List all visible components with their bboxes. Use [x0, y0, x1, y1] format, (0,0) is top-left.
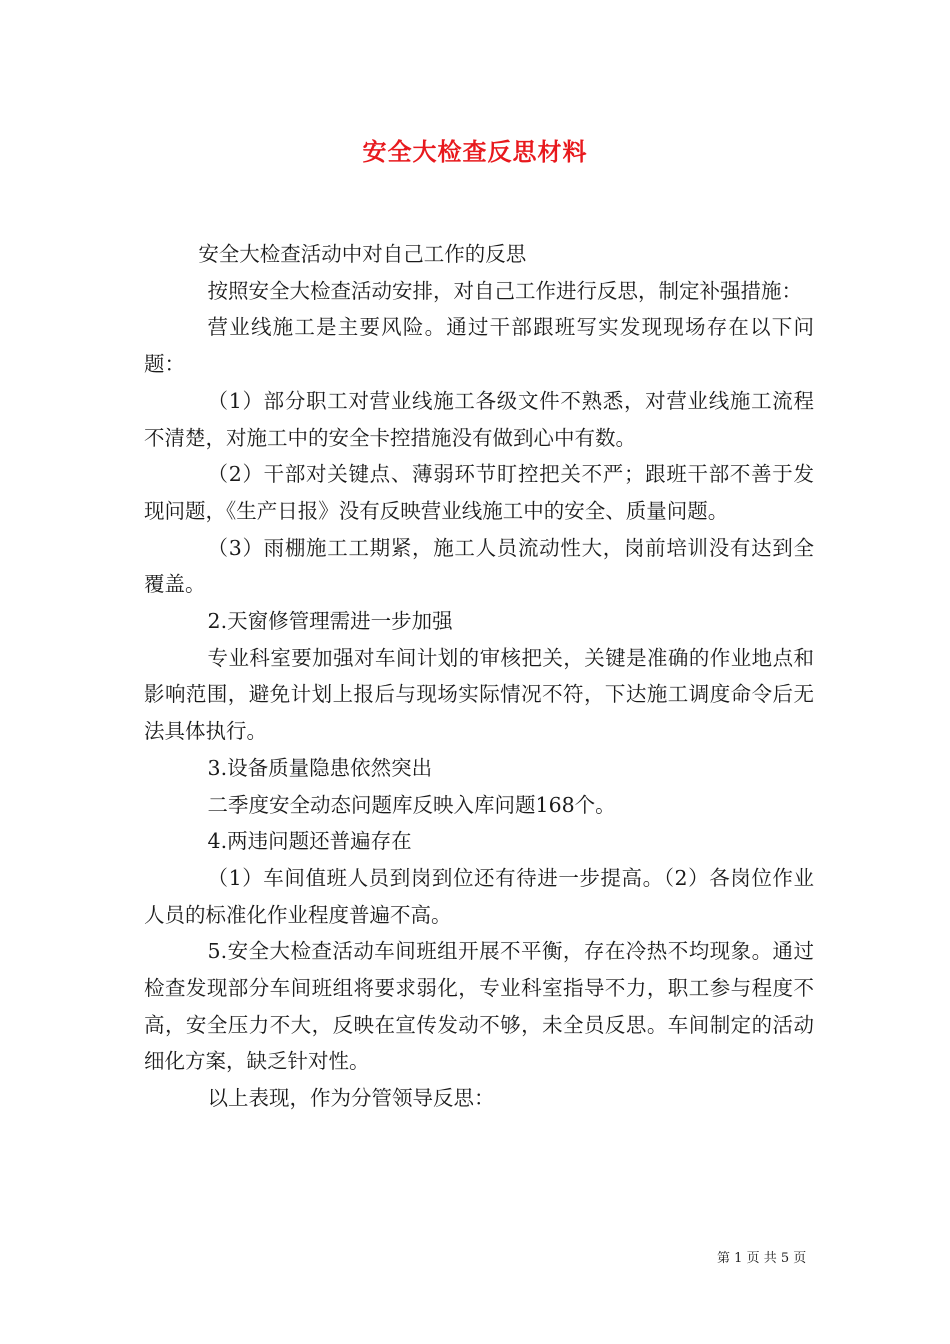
paragraph-item-3-detail: 二季度安全动态问题库反映入库问题168个。 — [207, 792, 616, 817]
footer-prefix: 第 — [717, 1251, 731, 1266]
paragraph-intro: 按照安全大检查活动安排，对自己工作进行反思，制定补强措施： — [207, 278, 803, 303]
footer-middle: 页 共 — [746, 1251, 777, 1266]
paragraph-item-2-detail: 专业科室要加强对车间计划的审核把关，关键是准确的作业地点和影响范围，避免计划上报后与现场实际情况不符，下达施工调度命令后无法具体执行。 — [144, 645, 814, 744]
paragraph-item-1: 营业线施工是主要风险。通过干部跟班写实发现现场存在以下问题： — [144, 315, 814, 377]
page-footer — [717, 1247, 806, 1266]
paragraph-conclusion: 以上表现，作为分管领导反思： — [207, 1086, 495, 1111]
paragraph-heading: 安全大检查活动中对自己工作的反思 — [198, 242, 527, 266]
page-title: 安全大检查反思材料 — [362, 137, 588, 166]
paragraph-sub-2: （2）干部对关键点、薄弱环节盯控把关不严；跟班干部不善于发现问题，《生产日报》没有反映营业线施工中的安全、质量问题。 — [144, 462, 814, 523]
paragraph-item-5: 5.安全大检查活动车间班组开展不平衡，存在冷热不均现象。通过检查发现部分车间班组将要求弱化，专业科室指导不力，职工参与程度不高，安全压力不大，反映在宣传发动不够，未全员反思。车间制定的活动细化方案，缺乏针对性。 — [144, 939, 814, 1074]
paragraph-item-4-detail: （1）车间值班人员到岗到位还有待进一步提高。（2）各岗位作业人员的标准化作业程度普遍不高。 — [144, 865, 814, 927]
paragraph-item-3: 3.设备质量隐患依然突出 — [207, 755, 433, 780]
paragraph-item-4: 4.两违问题还普遍存在 — [207, 829, 412, 854]
paragraph-item-2: 2.天窗修管理需进一步加强 — [207, 609, 453, 634]
footer-page-number: 1 — [734, 1251, 743, 1266]
footer-suffix: 页 — [793, 1251, 807, 1266]
paragraph-sub-3: （3）雨棚施工工期紧，施工人员流动性大，岗前培训没有达到全覆盖。 — [144, 535, 814, 597]
document-body — [144, 236, 814, 1117]
paragraph-sub-1: （1）部分职工对营业线施工各级文件不熟悉，对营业线施工流程不清楚，对施工中的安全卡控措施没有做到心中有数。 — [144, 388, 814, 450]
footer-total-pages: 5 — [780, 1251, 790, 1266]
